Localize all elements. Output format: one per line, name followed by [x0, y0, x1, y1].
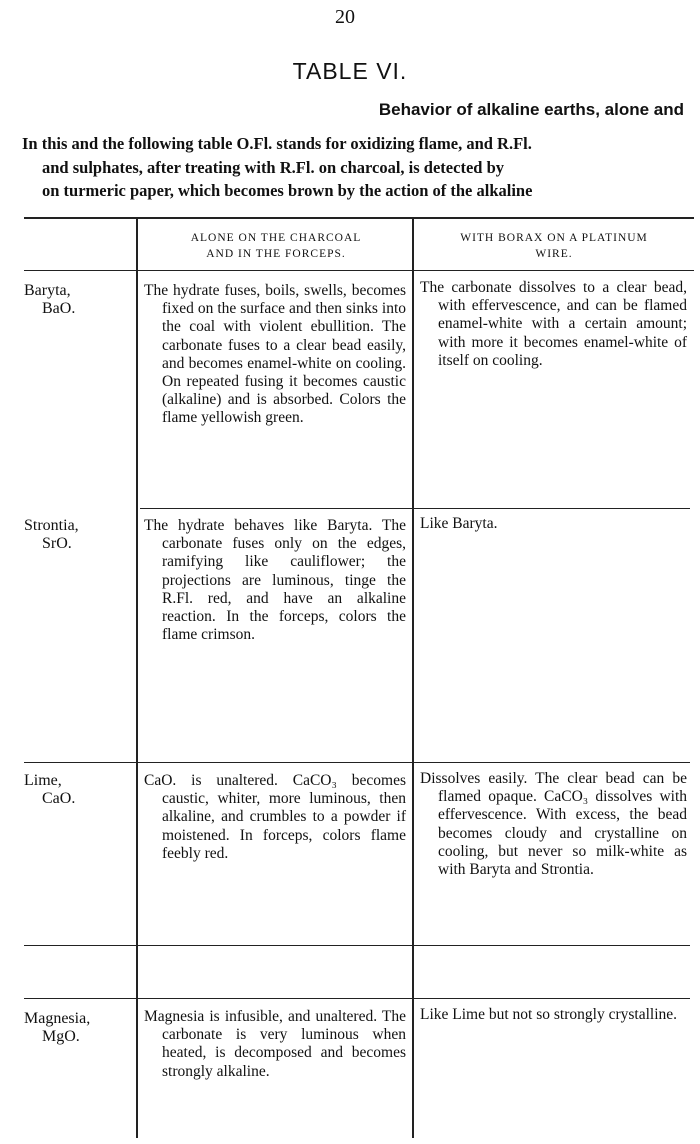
- substance-name: Lime,: [24, 772, 62, 789]
- cell-text: Magnesia is infusible, and unaltered. The carbonate is very luminous when heated, is decomposed and becomes strongly alkaline.: [144, 1008, 406, 1080]
- intro-line: In this and the following table O.Fl. stands for oxidizing flame, and R.Fl.: [22, 134, 532, 153]
- substance-name: Strontia,: [24, 517, 79, 534]
- baryta-charcoal-cell: [144, 282, 406, 428]
- intro-line: on turmeric paper, which becomes brown by the action of the alkaline: [42, 181, 533, 200]
- page-number: 20: [335, 6, 355, 28]
- table-title: TABLE VI.: [292, 58, 408, 84]
- magnesia-borax-cell: [420, 1006, 687, 1024]
- cell-text: Like Baryta.: [420, 515, 498, 532]
- row-divider: [24, 762, 690, 763]
- baryta-borax-cell: [420, 279, 687, 370]
- table-top-rule: [24, 217, 694, 219]
- row-divider: [24, 998, 690, 999]
- header-bottom-rule: [24, 270, 694, 271]
- column-divider: [136, 218, 138, 1138]
- column-header-borax: [414, 230, 694, 262]
- column-header-line: AND IN THE FORCEPS.: [206, 248, 346, 260]
- cell-text: The carbonate dissolves to a clear bead, with effervescence, and can be flamed enamel-white with a certain amount; with more it becomes enamel-white of itself on cooling.: [420, 279, 687, 369]
- row-name-baryta: [24, 282, 134, 318]
- substance-formula: MgO.: [42, 1028, 80, 1045]
- row-divider: [24, 945, 690, 946]
- substance-formula: CaO.: [42, 790, 76, 807]
- lime-charcoal-cell: [144, 772, 406, 863]
- cell-text: Dissolves easily. The clear bead can be flamed opaque. CaCO₃ dissolves with effervescence. With excess, the bead becomes cloudy and crystalline on cooling, but never so milk-white as with Baryta and Strontia.: [420, 770, 687, 879]
- column-header-charcoal: [140, 230, 412, 262]
- column-header-line: WIRE.: [535, 248, 573, 260]
- strontia-borax-cell: [420, 515, 687, 533]
- substance-formula: SrO.: [42, 535, 72, 552]
- row-divider: [140, 508, 690, 509]
- intro-paragraph: [22, 132, 686, 203]
- intro-line: and sulphates, after treating with R.Fl. on charcoal, is detected by: [42, 157, 504, 177]
- cell-text: The hydrate fuses, boils, swells, becomes fixed on the surface and then sinks into the coal with violent ebullition. The carbonate fuses to a clear bead easily, and becomes enamel-white on cooling. On repeated fusing it becomes caustic (alkaline) and is absorbed. Colors the flame yellowish green.: [144, 282, 406, 427]
- magnesia-charcoal-cell: [144, 1008, 406, 1081]
- cell-text: Like Lime but not so strongly crystalline.: [420, 1006, 677, 1023]
- column-header-line: ALONE ON THE CHARCOAL: [190, 232, 362, 244]
- strontia-charcoal-cell: [144, 517, 406, 644]
- substance-name: Baryta,: [24, 282, 71, 299]
- row-name-strontia: [24, 517, 134, 553]
- lime-borax-cell: [420, 770, 687, 879]
- table-subtitle: Behavior of alkaline earths, alone and: [378, 100, 684, 119]
- row-name-lime: [24, 772, 134, 808]
- cell-text: The hydrate behaves like Baryta. The carbonate fuses only on the edges, ramifying like cauliflower; the projections are luminous, tinge the R.Fl. red, and have an alkaline reaction. In the forceps, colors the flame crimson.: [144, 517, 406, 644]
- substance-name: Magnesia,: [24, 1010, 91, 1027]
- column-divider: [412, 218, 414, 1138]
- substance-formula: BaO.: [42, 300, 76, 317]
- row-name-magnesia: [24, 1010, 134, 1046]
- column-header-line: WITH BORAX ON A PLATINUM: [460, 232, 648, 244]
- cell-text: CaO. is unaltered. CaCO₃ becomes caustic, whiter, more luminous, then alkaline, and crumbles to a powder if moistened. In forceps, colors flame feebly red.: [144, 772, 406, 862]
